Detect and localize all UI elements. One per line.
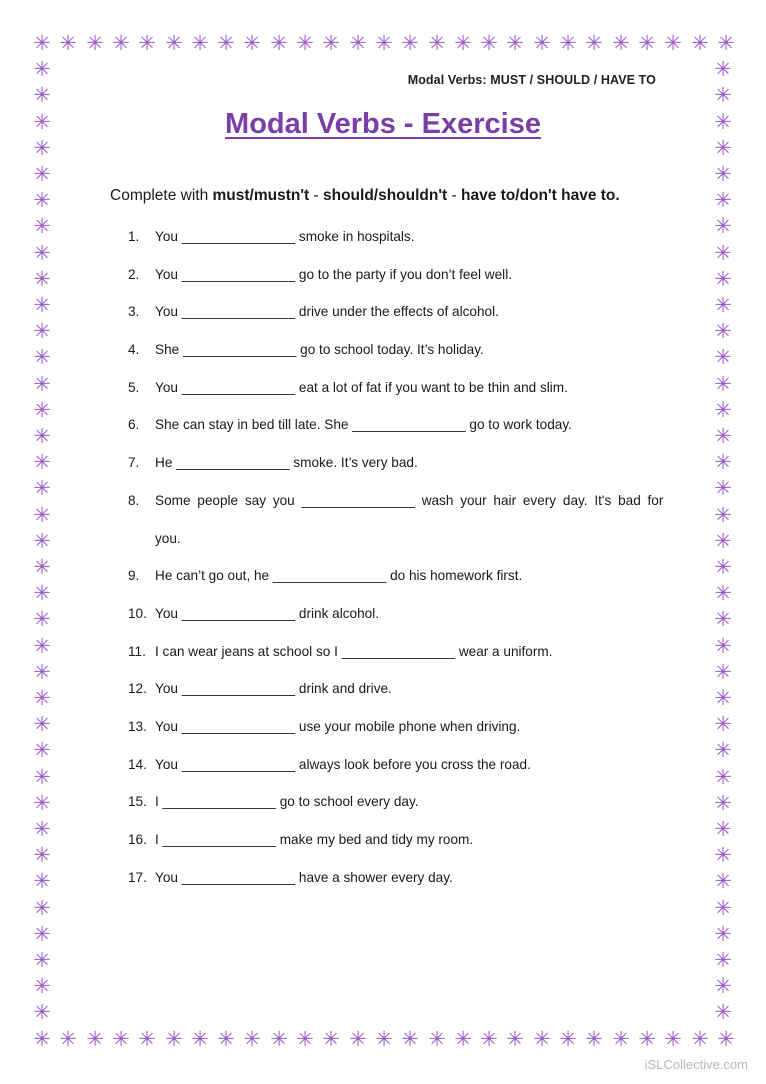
list-item	[128, 452, 668, 474]
header-note: Modal Verbs: MUST / SHOULD / HAVE TO	[407, 73, 656, 87]
flower-border-icon: ✳	[33, 136, 51, 160]
item-number: 2.	[128, 266, 140, 282]
flower-border-icon: ✳	[714, 319, 732, 343]
option-have-to: have to/don't have to.	[461, 187, 620, 204]
instruction	[110, 187, 620, 205]
list-item	[128, 678, 668, 700]
option-must: must/mustn't	[212, 187, 310, 204]
flower-border-icon: ✳	[138, 1027, 156, 1051]
item-text: You _______________ eat a lot of fat if you want to be thin and slim.	[155, 379, 568, 395]
item-text: I _______________ make my bed and tidy my room.	[155, 832, 474, 848]
flower-border-icon: ✳	[33, 791, 51, 815]
flower-border-icon: ✳	[86, 1027, 104, 1051]
flower-border-icon: ✳	[428, 1027, 446, 1051]
item-text: I can wear jeans at school so I _______________ wear a uniform.	[155, 643, 553, 659]
flower-border-icon: ✳	[401, 31, 419, 55]
flower-border-icon: ✳	[349, 1027, 367, 1051]
flower-border-icon: ✳	[714, 162, 732, 186]
flower-border-icon: ✳	[506, 31, 524, 55]
page-title-text: Modal Verbs - Exercise	[225, 108, 541, 140]
item-number: 17.	[128, 869, 147, 885]
list-item	[128, 339, 668, 361]
flower-border-icon: ✳	[33, 83, 51, 107]
flower-border-icon: ✳	[33, 110, 51, 134]
flower-border-icon: ✳	[33, 712, 51, 736]
flower-border-icon: ✳	[714, 896, 732, 920]
flower-border-icon: ✳	[33, 765, 51, 789]
list-item	[128, 565, 668, 587]
flower-border-icon: ✳	[33, 555, 51, 579]
flower-border-icon: ✳	[165, 31, 183, 55]
flower-border-icon: ✳	[664, 1027, 682, 1051]
flower-border-icon: ✳	[533, 1027, 551, 1051]
item-number: 11.	[128, 643, 146, 659]
item-text: She _______________ go to school today. It’s holiday.	[155, 342, 484, 358]
flower-border-icon: ✳	[714, 712, 732, 736]
instruction-sep-2: -	[447, 187, 461, 204]
list-item	[128, 226, 668, 248]
flower-border-icon: ✳	[612, 1027, 630, 1051]
list-item	[128, 867, 668, 889]
flower-border-icon: ✳	[714, 57, 732, 81]
flower-border-icon: ✳	[612, 31, 630, 55]
flower-border-icon: ✳	[191, 31, 209, 55]
flower-border-icon: ✳	[33, 398, 51, 422]
item-text: You _______________ have a shower every day.	[155, 869, 453, 885]
instruction-prefix: Complete with	[110, 187, 213, 204]
flower-border-icon: ✳	[559, 31, 577, 55]
flower-border-icon: ✳	[33, 57, 51, 81]
item-text: You _______________ always look before you cross the road.	[155, 756, 531, 772]
flower-border-icon: ✳	[322, 31, 340, 55]
item-number: 16.	[128, 832, 147, 848]
flower-border-icon: ✳	[270, 1027, 288, 1051]
item-text: You _______________ drink and drive.	[155, 681, 392, 697]
item-number: 9.	[128, 568, 140, 584]
flower-border-icon: ✳	[717, 31, 735, 55]
flower-border-icon: ✳	[714, 476, 732, 500]
flower-border-icon: ✳	[86, 31, 104, 55]
flower-border-icon: ✳	[33, 162, 51, 186]
item-number: 7.	[128, 455, 140, 471]
flower-border-icon: ✳	[714, 424, 732, 448]
flower-border-icon: ✳	[270, 31, 288, 55]
flower-border-icon: ✳	[714, 267, 732, 291]
flower-border-icon: ✳	[33, 476, 51, 500]
flower-border-icon: ✳	[33, 869, 51, 893]
flower-border-icon: ✳	[33, 738, 51, 762]
flower-border-icon: ✳	[714, 136, 732, 160]
flower-border-icon: ✳	[138, 31, 156, 55]
flower-border-icon: ✳	[33, 686, 51, 710]
flower-border-icon: ✳	[714, 791, 732, 815]
item-number: 8.	[128, 493, 140, 509]
flower-border-icon: ✳	[33, 319, 51, 343]
item-text: I _______________ go to school every day.	[155, 794, 419, 810]
flower-border-icon: ✳	[191, 1027, 209, 1051]
flower-border-icon: ✳	[714, 738, 732, 762]
flower-border-icon: ✳	[217, 1027, 235, 1051]
flower-border-icon: ✳	[33, 922, 51, 946]
option-should: should/shouldn't	[322, 187, 448, 204]
flower-border-icon: ✳	[296, 1027, 314, 1051]
item-number: 4.	[128, 342, 140, 358]
flower-border-icon: ✳	[714, 974, 732, 998]
item-text: She can stay in bed till late. She _______________ go to work today.	[155, 417, 572, 433]
flower-border-icon: ✳	[506, 1027, 524, 1051]
flower-border-icon: ✳	[638, 31, 656, 55]
list-item	[128, 791, 668, 813]
item-text: You _______________ use your mobile phone when driving.	[155, 719, 521, 735]
flower-border-icon: ✳	[349, 31, 367, 55]
flower-border-icon: ✳	[217, 31, 235, 55]
flower-border-icon: ✳	[33, 1000, 51, 1024]
flower-border-icon: ✳	[401, 1027, 419, 1051]
exercise-list	[128, 226, 668, 905]
item-number: 15.	[128, 794, 147, 810]
flower-border-icon: ✳	[33, 267, 51, 291]
flower-border-icon: ✳	[480, 1027, 498, 1051]
watermark: iSLCollective.com	[644, 1057, 748, 1072]
flower-border-icon: ✳	[296, 31, 314, 55]
flower-border-icon: ✳	[714, 1000, 732, 1024]
flower-border-icon: ✳	[165, 1027, 183, 1051]
flower-border-icon: ✳	[375, 1027, 393, 1051]
flower-border-icon: ✳	[717, 1027, 735, 1051]
flower-border-icon: ✳	[428, 31, 446, 55]
item-number: 1.	[128, 229, 140, 244]
flower-border-icon: ✳	[454, 1027, 472, 1051]
flower-border-icon: ✳	[243, 1027, 261, 1051]
flower-border-icon: ✳	[714, 843, 732, 867]
flower-border-icon: ✳	[33, 948, 51, 972]
list-item	[128, 482, 668, 557]
flower-border-icon: ✳	[112, 31, 130, 55]
flower-border-icon: ✳	[714, 660, 732, 684]
flower-border-icon: ✳	[33, 188, 51, 212]
flower-border-icon: ✳	[691, 31, 709, 55]
flower-border-icon: ✳	[714, 345, 732, 369]
flower-border-icon: ✳	[33, 581, 51, 605]
flower-border-icon: ✳	[714, 869, 732, 893]
flower-border-icon: ✳	[33, 843, 51, 867]
flower-border-icon: ✳	[714, 555, 732, 579]
flower-border-icon: ✳	[33, 817, 51, 841]
list-item	[128, 641, 668, 663]
flower-border-icon: ✳	[714, 948, 732, 972]
flower-border-icon: ✳	[480, 31, 498, 55]
flower-border-icon: ✳	[33, 241, 51, 265]
flower-border-icon: ✳	[33, 293, 51, 317]
flower-border-icon: ✳	[585, 1027, 603, 1051]
flower-border-icon: ✳	[691, 1027, 709, 1051]
flower-border-icon: ✳	[533, 31, 551, 55]
flower-border-icon: ✳	[714, 372, 732, 396]
flower-border-icon: ✳	[638, 1027, 656, 1051]
flower-border-icon: ✳	[33, 424, 51, 448]
flower-border-icon: ✳	[664, 31, 682, 55]
list-item	[128, 603, 668, 625]
flower-border-icon: ✳	[714, 83, 732, 107]
flower-border-icon: ✳	[714, 110, 732, 134]
item-text: You _______________ go to the party if you don’t feel well.	[155, 266, 512, 282]
flower-border-icon: ✳	[59, 31, 77, 55]
flower-border-icon: ✳	[33, 634, 51, 658]
flower-border-icon: ✳	[714, 581, 732, 605]
list-item	[128, 754, 668, 776]
list-item	[128, 716, 668, 738]
flower-border-icon: ✳	[322, 1027, 340, 1051]
flower-border-icon: ✳	[33, 345, 51, 369]
flower-border-icon: ✳	[714, 634, 732, 658]
item-text: You _______________ drink alcohol.	[155, 606, 379, 621]
flower-border-icon: ✳	[33, 503, 51, 527]
item-text: You _______________ drive under the effects of alcohol.	[155, 304, 499, 320]
item-number: 3.	[128, 304, 140, 320]
flower-border-icon: ✳	[33, 31, 51, 55]
list-item	[128, 264, 668, 286]
flower-border-icon: ✳	[714, 922, 732, 946]
flower-border-icon: ✳	[33, 214, 51, 238]
item-number: 12.	[128, 681, 147, 697]
flower-border-icon: ✳	[559, 1027, 577, 1051]
flower-border-icon: ✳	[714, 607, 732, 631]
page-title	[0, 108, 766, 141]
item-number: 14.	[128, 756, 147, 772]
flower-border-icon: ✳	[33, 529, 51, 553]
flower-border-icon: ✳	[714, 398, 732, 422]
item-text: He _______________ smoke. It’s very bad.	[155, 455, 418, 471]
flower-border-icon: ✳	[33, 372, 51, 396]
flower-border-icon: ✳	[714, 188, 732, 212]
item-number: 5.	[128, 379, 140, 395]
flower-border-icon: ✳	[59, 1027, 77, 1051]
flower-border-icon: ✳	[33, 974, 51, 998]
list-item	[128, 414, 668, 436]
flower-border-icon: ✳	[714, 450, 732, 474]
instruction-sep-1: -	[309, 187, 323, 204]
flower-border-icon: ✳	[112, 1027, 130, 1051]
item-number: 6.	[128, 417, 140, 433]
item-text: Some people say you _______________ wash your hair every day. It's bad for you.	[155, 493, 664, 546]
item-text: You _______________ smoke in hospitals.	[155, 229, 415, 244]
flower-border-icon: ✳	[714, 214, 732, 238]
flower-border-icon: ✳	[714, 817, 732, 841]
flower-border-icon: ✳	[585, 31, 603, 55]
flower-border-icon: ✳	[714, 241, 732, 265]
item-number: 13.	[128, 719, 147, 735]
flower-border-icon: ✳	[714, 686, 732, 710]
flower-border-icon: ✳	[33, 660, 51, 684]
flower-border-icon: ✳	[33, 896, 51, 920]
list-item	[128, 829, 668, 851]
flower-border-icon: ✳	[243, 31, 261, 55]
flower-border-icon: ✳	[33, 1027, 51, 1051]
flower-border-icon: ✳	[714, 293, 732, 317]
flower-border-icon: ✳	[714, 529, 732, 553]
list-item	[128, 377, 668, 399]
flower-border-icon: ✳	[375, 31, 393, 55]
flower-border-icon: ✳	[454, 31, 472, 55]
item-text: He can’t go out, he _______________ do his homework first.	[155, 568, 523, 584]
flower-border-icon: ✳	[33, 607, 51, 631]
flower-border-icon: ✳	[33, 450, 51, 474]
list-item	[128, 301, 668, 323]
item-number: 10.	[128, 606, 147, 621]
flower-border-icon: ✳	[714, 765, 732, 789]
flower-border-icon: ✳	[714, 503, 732, 527]
